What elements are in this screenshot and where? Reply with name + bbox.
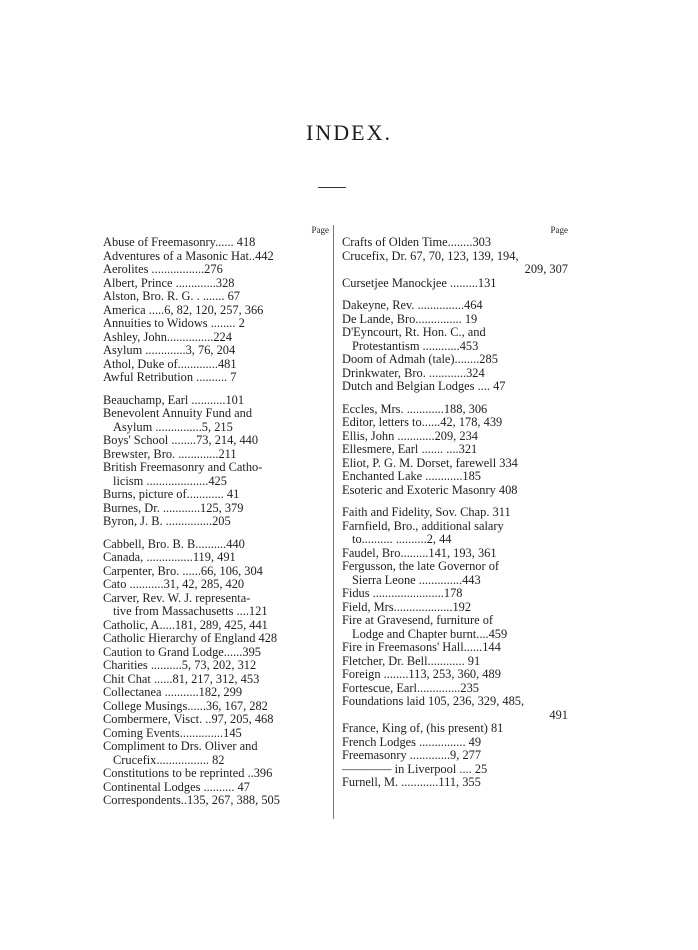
index-entry: College Musings......36, 167, 282 (103, 699, 268, 713)
index-entry: Abuse of Freemasonry...... 418 (103, 236, 256, 249)
index-entry: Sierra Leone ..............443 (352, 573, 481, 587)
index-entry: Freemasonry .............9, 277 (342, 749, 482, 762)
index-entry: Faudel, Bro.........141, 193, 361 (342, 546, 497, 560)
index-entry: Carpenter, Bro. ......66, 106, 304 (103, 564, 263, 578)
index-entry: Editor, letters to......42, 178, 439 (342, 416, 503, 429)
index-entry: America .....6, 82, 120, 257, 366 (103, 303, 264, 317)
index-entry: Dakeyne, Rev. ...............464 (342, 299, 483, 312)
index-entry: France, King of, (his present) 81 (342, 722, 504, 735)
index-entry: D'Eyncourt, Rt. Hon. C., and (342, 326, 486, 339)
index-group-e (342, 403, 568, 498)
index-entry: Caution to Grand Lodge......395 (103, 645, 261, 659)
index-entry: Dutch and Belgian Lodges .... 47 (342, 380, 506, 393)
index-entry: Alston, Bro. R. G. . ....... 67 (103, 290, 240, 303)
index-entry: Beauchamp, Earl ...........101 (103, 393, 245, 407)
index-entry: Cato ...........31, 42, 285, 420 (103, 578, 245, 591)
index-entry: Farnfield, Bro., additional salary (342, 519, 504, 533)
index-entry: Lodge and Chapter burnt....459 (352, 627, 508, 641)
index-entry: British Freemasonry and Catho- (103, 461, 263, 474)
index-group-c-cont (342, 236, 568, 290)
index-entry: Fletcher, Dr. Bell............ 91 (342, 654, 481, 668)
index-entry: Crucefix, Dr. 67, 70, 123, 139, 194, (342, 249, 519, 263)
left-column (103, 226, 329, 817)
index-group-c (103, 538, 329, 808)
index-entry: Compliment to Drs. Oliver and (103, 740, 258, 753)
index-entry: Catholic Hierarchy of England 428 (103, 632, 278, 645)
right-column (342, 226, 568, 799)
index-entry: Albert, Prince .............328 (103, 276, 235, 290)
index-entry: Fortescue, Earl..............235 (342, 681, 479, 695)
index-entry: Protestantism ............453 (352, 339, 479, 353)
index-entry: Drinkwater, Bro. ............324 (342, 366, 485, 380)
index-entry: Burns, picture of............ 41 (103, 488, 240, 501)
index-entry: Asylum .............3, 76, 204 (103, 344, 236, 357)
index-entry: Cabbell, Bro. B. B..........440 (103, 537, 245, 551)
index-entry: Ellis, John ............209, 234 (342, 429, 478, 443)
index-entry: Benevolent Annuity Fund and (103, 407, 253, 420)
index-entry: Ashley, John...............224 (103, 330, 232, 344)
index-entry: Field, Mrs...................192 (342, 600, 472, 614)
index-entry: ———— in Liverpool .... 25 (342, 762, 488, 776)
index-entry: Burnes, Dr. ............125, 379 (103, 501, 244, 515)
column-divider (333, 225, 334, 819)
index-entry: Constitutions to be reprinted ..396 (103, 767, 273, 780)
index-entry: Fergusson, the late Governor of (342, 560, 500, 573)
index-entry: Eliot, P. G. M. Dorset, farewell 334 (342, 456, 518, 470)
index-entry: Aerolites .................276 (103, 263, 223, 276)
index-entry: Byron, J. B. ...............205 (103, 515, 231, 528)
index-entry: to.......... ..........2, 44 (352, 533, 452, 546)
index-entry: Chit Chat ......81, 217, 312, 453 (103, 672, 260, 686)
index-entry: 491 (549, 708, 568, 722)
index-entry: Ellesmere, Earl ....... ....321 (342, 443, 478, 456)
index-entry: Fire at Gravesend, furniture of (342, 614, 494, 627)
index-entry: French Lodges ............... 49 (342, 735, 482, 749)
index-entry: Faith and Fidelity, Sov. Chap. 311 (342, 506, 511, 519)
index-entry: Enchanted Lake ............185 (342, 470, 482, 483)
index-entry: Fidus .......................178 (342, 587, 463, 600)
index-entry: Adventures of a Masonic Hat..442 (103, 249, 274, 263)
index-entry: Foreign ........113, 253, 360, 489 (342, 668, 501, 681)
index-entry: Canada, ...............119, 491 (103, 551, 236, 564)
index-group-f (342, 506, 568, 790)
index-group-d (342, 299, 568, 394)
index-entry: Brewster, Bro. .............211 (103, 447, 237, 461)
index-entry: Crucefix................. 82 (113, 753, 225, 767)
index-entry: Furnell, M. ............111, 355 (342, 776, 481, 789)
page-label: Page (550, 225, 568, 235)
index-entry: Crafts of Olden Time........303 (342, 236, 492, 249)
index-entry: Continental Lodges .......... 47 (103, 780, 250, 794)
index-entry: Annuities to Widows ........ 2 (103, 317, 245, 330)
index-group-b (103, 394, 329, 529)
index-entry: 209, 307 (524, 263, 568, 276)
index-entry: Foundations laid 105, 236, 329, 485, (342, 695, 525, 708)
index-entry: licism ....................425 (113, 474, 227, 488)
page-title: INDEX. (306, 120, 392, 145)
index-entry: Collectanea ...........182, 299 (103, 686, 243, 699)
index-group-a (103, 236, 329, 385)
index-entry: Esoteric and Exoteric Masonry 408 (342, 483, 518, 497)
index-entry: Fire in Freemasons' Hall......144 (342, 641, 501, 654)
index-entry: De Lande, Bro............... 19 (342, 312, 478, 326)
index-entry: tive from Massachusetts ....121 (113, 605, 268, 618)
index-entry: Coming Events..............145 (103, 726, 242, 740)
index-entry: Charities ..........5, 73, 202, 312 (103, 659, 257, 672)
index-entry: Cursetjee Manockjee .........131 (342, 276, 497, 290)
index-entry: Boys' School ........73, 214, 440 (103, 434, 259, 447)
index-entry: Correspondents..135, 267, 388, 505 (103, 794, 280, 807)
index-entry: Catholic, A.....181, 289, 425, 441 (103, 618, 268, 632)
index-entry: Combermere, Visct. ..97, 205, 468 (103, 713, 274, 726)
title-rule (318, 187, 346, 188)
index-entry: Asylum ...............5, 215 (113, 420, 233, 434)
index-entry: Eccles, Mrs. ............188, 306 (342, 402, 488, 416)
index-entry: Carver, Rev. W. J. representa- (103, 591, 251, 605)
index-entry: Doom of Admah (tale)........285 (342, 353, 498, 366)
page-label: Page (311, 225, 329, 235)
index-entry: Athol, Duke of.............481 (103, 357, 237, 371)
index-entry: Awful Retribution .......... 7 (103, 371, 237, 384)
